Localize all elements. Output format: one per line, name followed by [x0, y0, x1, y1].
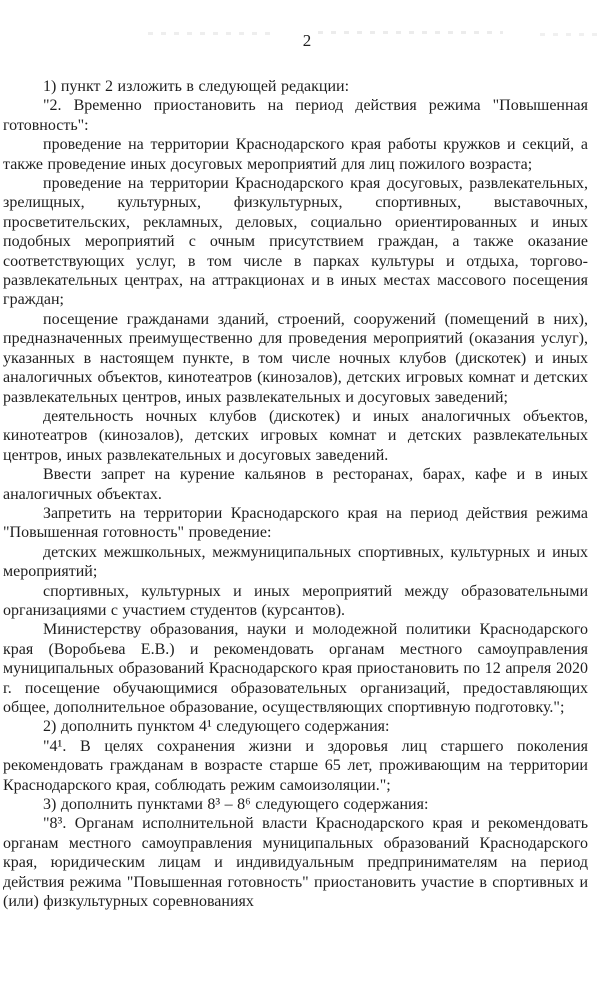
paragraph: 2) дополнить пунктом 4¹ следующего содержания: — [43, 718, 390, 736]
paragraph: проведение на территории Краснодарского края работы кружков и секций, а также проведение иных досуговых мероприятий для лиц пожилого возраста; — [3, 136, 588, 173]
paragraph: спортивных, культурных и иных мероприятий между образовательными организациями с участием студентов (курсантов). — [3, 582, 588, 619]
paragraph: проведение на территории Краснодарского края досуговых, развлекательных, зрелищных, культурных, физкультурных, спортивных, выставочных, просветительских, рекламных, деловых, социально ориентированных и иных подобных мероприятий с очным присутствием граждан, а также оказание соответствующих услуг, в том числе в парках культуры и отдыха, торгово-развлекательных центрах, на аттракционах и в иных местах массового посещения граждан; — [3, 175, 588, 309]
paragraph: 1) пункт 2 изложить в следующей редакции: — [43, 78, 350, 95]
page-number: 2 — [302, 31, 312, 50]
paragraph: Ввести запрет на курение кальянов в ресторанах, барах, кафе и в иных аналогичных объектах. — [3, 466, 588, 503]
document-body — [3, 77, 588, 911]
paragraph: Запретить на территории Краснодарского края на период действия режима "Повышенная готовность" проведение: — [3, 504, 588, 542]
paragraph: "4¹. В целях сохранения жизни и здоровья лиц старшего поколения рекомендовать гражданам в возрасте старше 65 лет, проживающим на территории Краснодарского края, соблюдать режим самоизоляции."; — [3, 737, 588, 794]
paragraph: детских межшкольных, межмуниципальных спортивных, культурных и иных мероприятий; — [3, 543, 588, 581]
scan-artifact — [148, 32, 273, 35]
paragraph: Министерству образования, науки и молодежной политики Краснодарского края (Воробьева Е.В.) и рекомендовать органам местного самоуправления муниципальных образований Краснодарского края приостановить по 12 апреля 2020 г. посещение обучающимися образовательных организаций, предоставляющих общее, дополнительное образование, осуществляющих спортивную подготовку."; — [3, 621, 588, 716]
scan-artifact — [540, 33, 600, 36]
scan-artifact — [318, 31, 503, 34]
paragraph: "2. Временно приостановить на период действия режима "Повышенная готовность": — [3, 97, 588, 134]
paragraph: деятельность ночных клубов (дискотек) и иных аналогичных объектов, кинотеатров (кинозалов), детских игровых комнат и детских развлекательных центров, иных развлекательных и досуговых заведений. — [3, 407, 588, 464]
paragraph: посещение гражданами зданий, строений, сооружений (помещений в них), предназначенных преимущественно для проведения мероприятий (оказания услуг), указанных в настоящем пункте, в том числе ночных клубов (дискотек) и иных аналогичных объектов, кинотеатров (кинозалов), детских игровых комнат и детских развлекательных центров, иных развлекательных и досуговых заведений; — [3, 310, 588, 406]
paragraph: "8³. Органам исполнительной власти Краснодарского края и рекомендовать органам местного самоуправления муниципальных образований Краснодарского края, юридическим лицам и индивидуальным предпринимателям на период действия режима "Повышенная готовность" приостановить участие в спортивных и (или) физкультурных соревнованиях — [3, 815, 588, 911]
paragraph: 3) дополнить пунктами 8³ – 8⁶ следующего содержания: — [43, 796, 429, 814]
